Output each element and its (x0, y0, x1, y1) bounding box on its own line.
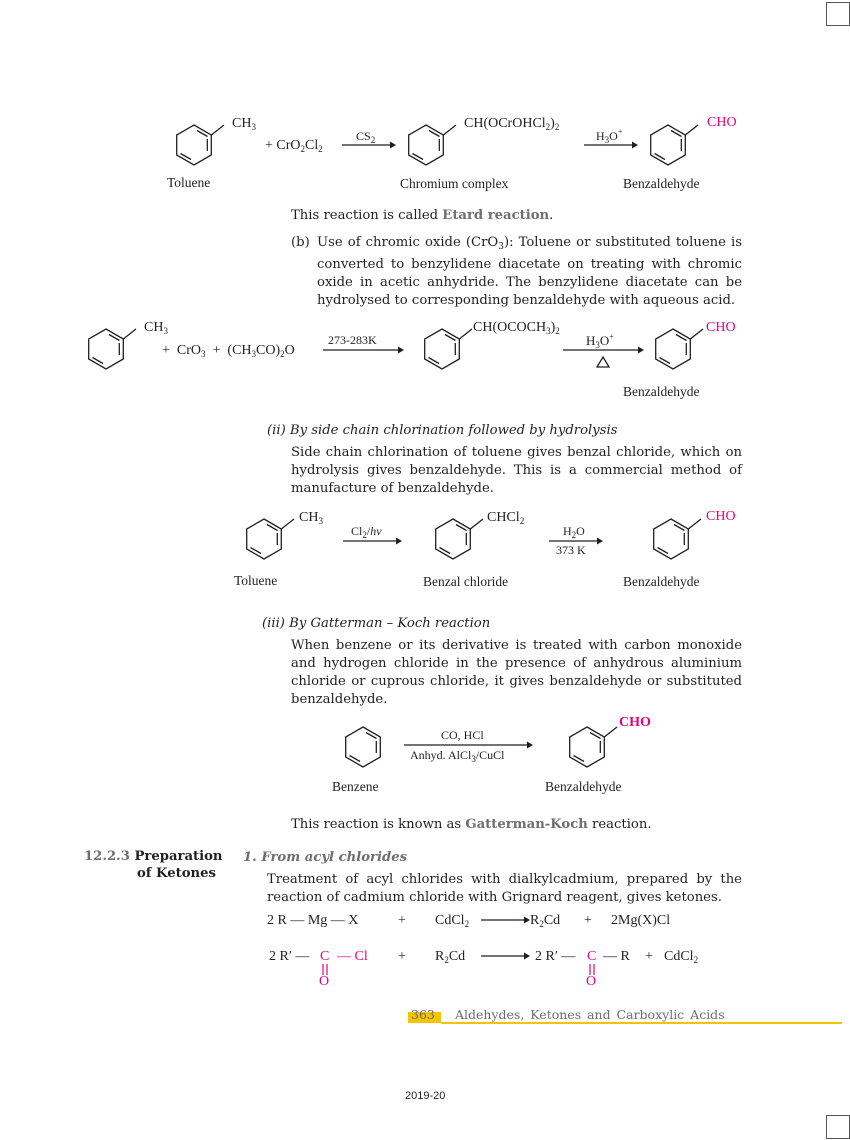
benzene-ring-diacetate (422, 328, 462, 370)
eq1-arrow (481, 915, 531, 925)
section-heading: 12.2.3 Preparation (84, 849, 223, 864)
benzene-ring-benzaldehyde-2 (653, 328, 693, 370)
eq2-byproduct: CdCl$_2$ (664, 949, 699, 965)
etard-name-toluene: Toluene (167, 175, 211, 190)
benzene-ring-benzal-chloride (433, 518, 473, 560)
chromium-complex-group: $CH(OCrOHCl_2)_2$ (464, 116, 560, 132)
eq1-byproduct: 2Mg(X)Cl (611, 913, 671, 928)
running-title: Aldehydes, Ketones and Carboxylic Acids (455, 1007, 725, 1022)
benzene-ring-benzaldehyde-1 (648, 124, 688, 166)
chromic-text: Use of chromic oxide (CrO$_3$): Toluene or substituted toluene is converted to benzylidene diacetate on treating with chromic oxide in acetic anhydride. The benzylidene diacetate can be hydrolysed to corresponding benzaldehyde with aqueous acid. (317, 235, 742, 308)
etard-caption: This reaction is called Etard reaction. (291, 208, 554, 223)
benzene-ring-toluene-2 (86, 328, 126, 370)
side-chain-name-intermediate: Benzal chloride (423, 574, 509, 589)
eq2-plus-2: + (645, 949, 653, 964)
eq1-plus-1: + (398, 913, 406, 928)
chromic-reagents: + $CrO_3 + (CH_3CO)_2O$ (162, 343, 295, 359)
eq2-lhs-suffix: — Cl (337, 949, 368, 964)
etard-arrow-1-label: $CS_2$ (356, 129, 376, 145)
side-chain-arrow-2-top: $H_2O$ (563, 524, 585, 540)
ketones-text: Treatment of acyl chlorides with dialkylcadmium, prepared by the reaction of cadmium chloride with Grignard reagent, gives ketones. (267, 872, 742, 905)
side-chain-text: Side chain chlorination of toluene gives benzal chloride, which on hydrolysis gives benzaldehyde. This is a commercial method of manufacture of benzaldehyde. (291, 445, 742, 496)
heat-triangle-icon (596, 356, 610, 368)
gatterman-name-product: Benzaldehyde (545, 779, 622, 794)
benzene-ring-benzaldehyde-4 (567, 726, 607, 768)
section-heading-line-2: of Ketones (137, 866, 216, 881)
side-chain-product-cho: CHO (706, 509, 736, 524)
gatterman-text: When benzene or its derivative is treated with carbon monoxide and hydrogen chloride in the presence of anhydrous aluminium chloride or cuprous chloride, it gives benzaldehyde or substituted benzaldehyde. (291, 638, 742, 707)
chromic-arrow-1-label: 273-283K (328, 333, 377, 347)
eq2-reagent: $R_2Cd$ (435, 949, 466, 965)
year-stamp: 2019-20 (405, 1090, 446, 1102)
chromic-name-product: Benzaldehyde (623, 384, 700, 399)
footer-rule (441, 1022, 842, 1024)
chromic-product-cho: CHO (706, 320, 736, 335)
chromic-arrow-2-label: $H_3O^+$ (586, 332, 614, 350)
eq2-plus-1: + (398, 949, 406, 964)
corner-box-top (826, 2, 850, 26)
page-number: 363 (411, 1007, 435, 1022)
chromic-ch3: $CH_3$ (144, 320, 168, 336)
eq2-lhs-carbonyl-c: C (320, 949, 330, 964)
side-chain-ch3: $CH_3$ (299, 510, 323, 526)
eq1-plus-2: + (584, 913, 592, 928)
gatterman-name-reactant: Benzene (332, 779, 379, 794)
side-chain-name-product: Benzaldehyde (623, 574, 700, 589)
gatterman-product-cho: CHO (619, 715, 651, 730)
etard-name-product: Benzaldehyde (623, 176, 700, 191)
gatterman-heading: (iii) By Gatterman – Koch reaction (262, 616, 491, 631)
etard-name-complex: Chromium complex (400, 176, 509, 191)
eq2-rhs-carbonyl-c: C (587, 949, 597, 964)
side-chain-heading: (ii) By side chain chlorination followed by hydrolysis (267, 423, 618, 438)
eq2-rhs-prefix: 2 R′ — (535, 949, 576, 964)
benzene-ring-benzaldehyde-3 (651, 518, 691, 560)
eq1-reagent: CdCl$_2$ (435, 913, 470, 929)
gatterman-caption: This reaction is known as Gatterman-Koch reaction. (291, 817, 652, 832)
side-chain-intermediate: CHCl$_2$ (487, 510, 525, 526)
gatterman-arrow-top: CO, HCl (441, 728, 484, 742)
ketones-item-heading: 1. From acyl chlorides (243, 850, 408, 865)
eq1-lhs: 2 R — Mg — X (267, 913, 359, 928)
eq2-lhs-oxygen: O (319, 974, 330, 989)
toluene-ch3: $CH_3$ (232, 116, 256, 132)
benzene-ring-toluene-3 (244, 518, 284, 560)
eq2-rhs-oxygen: O (586, 974, 597, 989)
benzene-ring-complex (406, 124, 446, 166)
etard-reagent: + $CrO_2Cl_2$ (265, 138, 323, 154)
side-chain-arrow-1-label: $Cl_2/h\nu$ (351, 524, 382, 540)
eq2-lhs-prefix: 2 R′ — (269, 949, 310, 964)
side-chain-name-toluene: Toluene (234, 573, 278, 588)
corner-box-bottom (826, 1115, 850, 1139)
benzene-ring-benzene (343, 726, 383, 768)
side-chain-arrow-2-bottom: 373 K (556, 543, 586, 557)
eq1-product: $R_2Cd$ (530, 913, 561, 929)
benzene-ring-toluene (174, 124, 214, 166)
eq2-arrow (481, 951, 531, 961)
etard-product-cho: CHO (707, 115, 737, 130)
etard-arrow-2-label: $H_3O^+$ (596, 127, 623, 145)
gatterman-arrow-bottom: Anhyd. AlCl$_3$/CuCl (410, 748, 505, 764)
chromic-item-label: (b) (291, 235, 310, 250)
eq2-rhs-suffix: — R (603, 949, 630, 964)
chromic-intermediate: $CH(OCOCH_3)_2$ (473, 320, 560, 336)
